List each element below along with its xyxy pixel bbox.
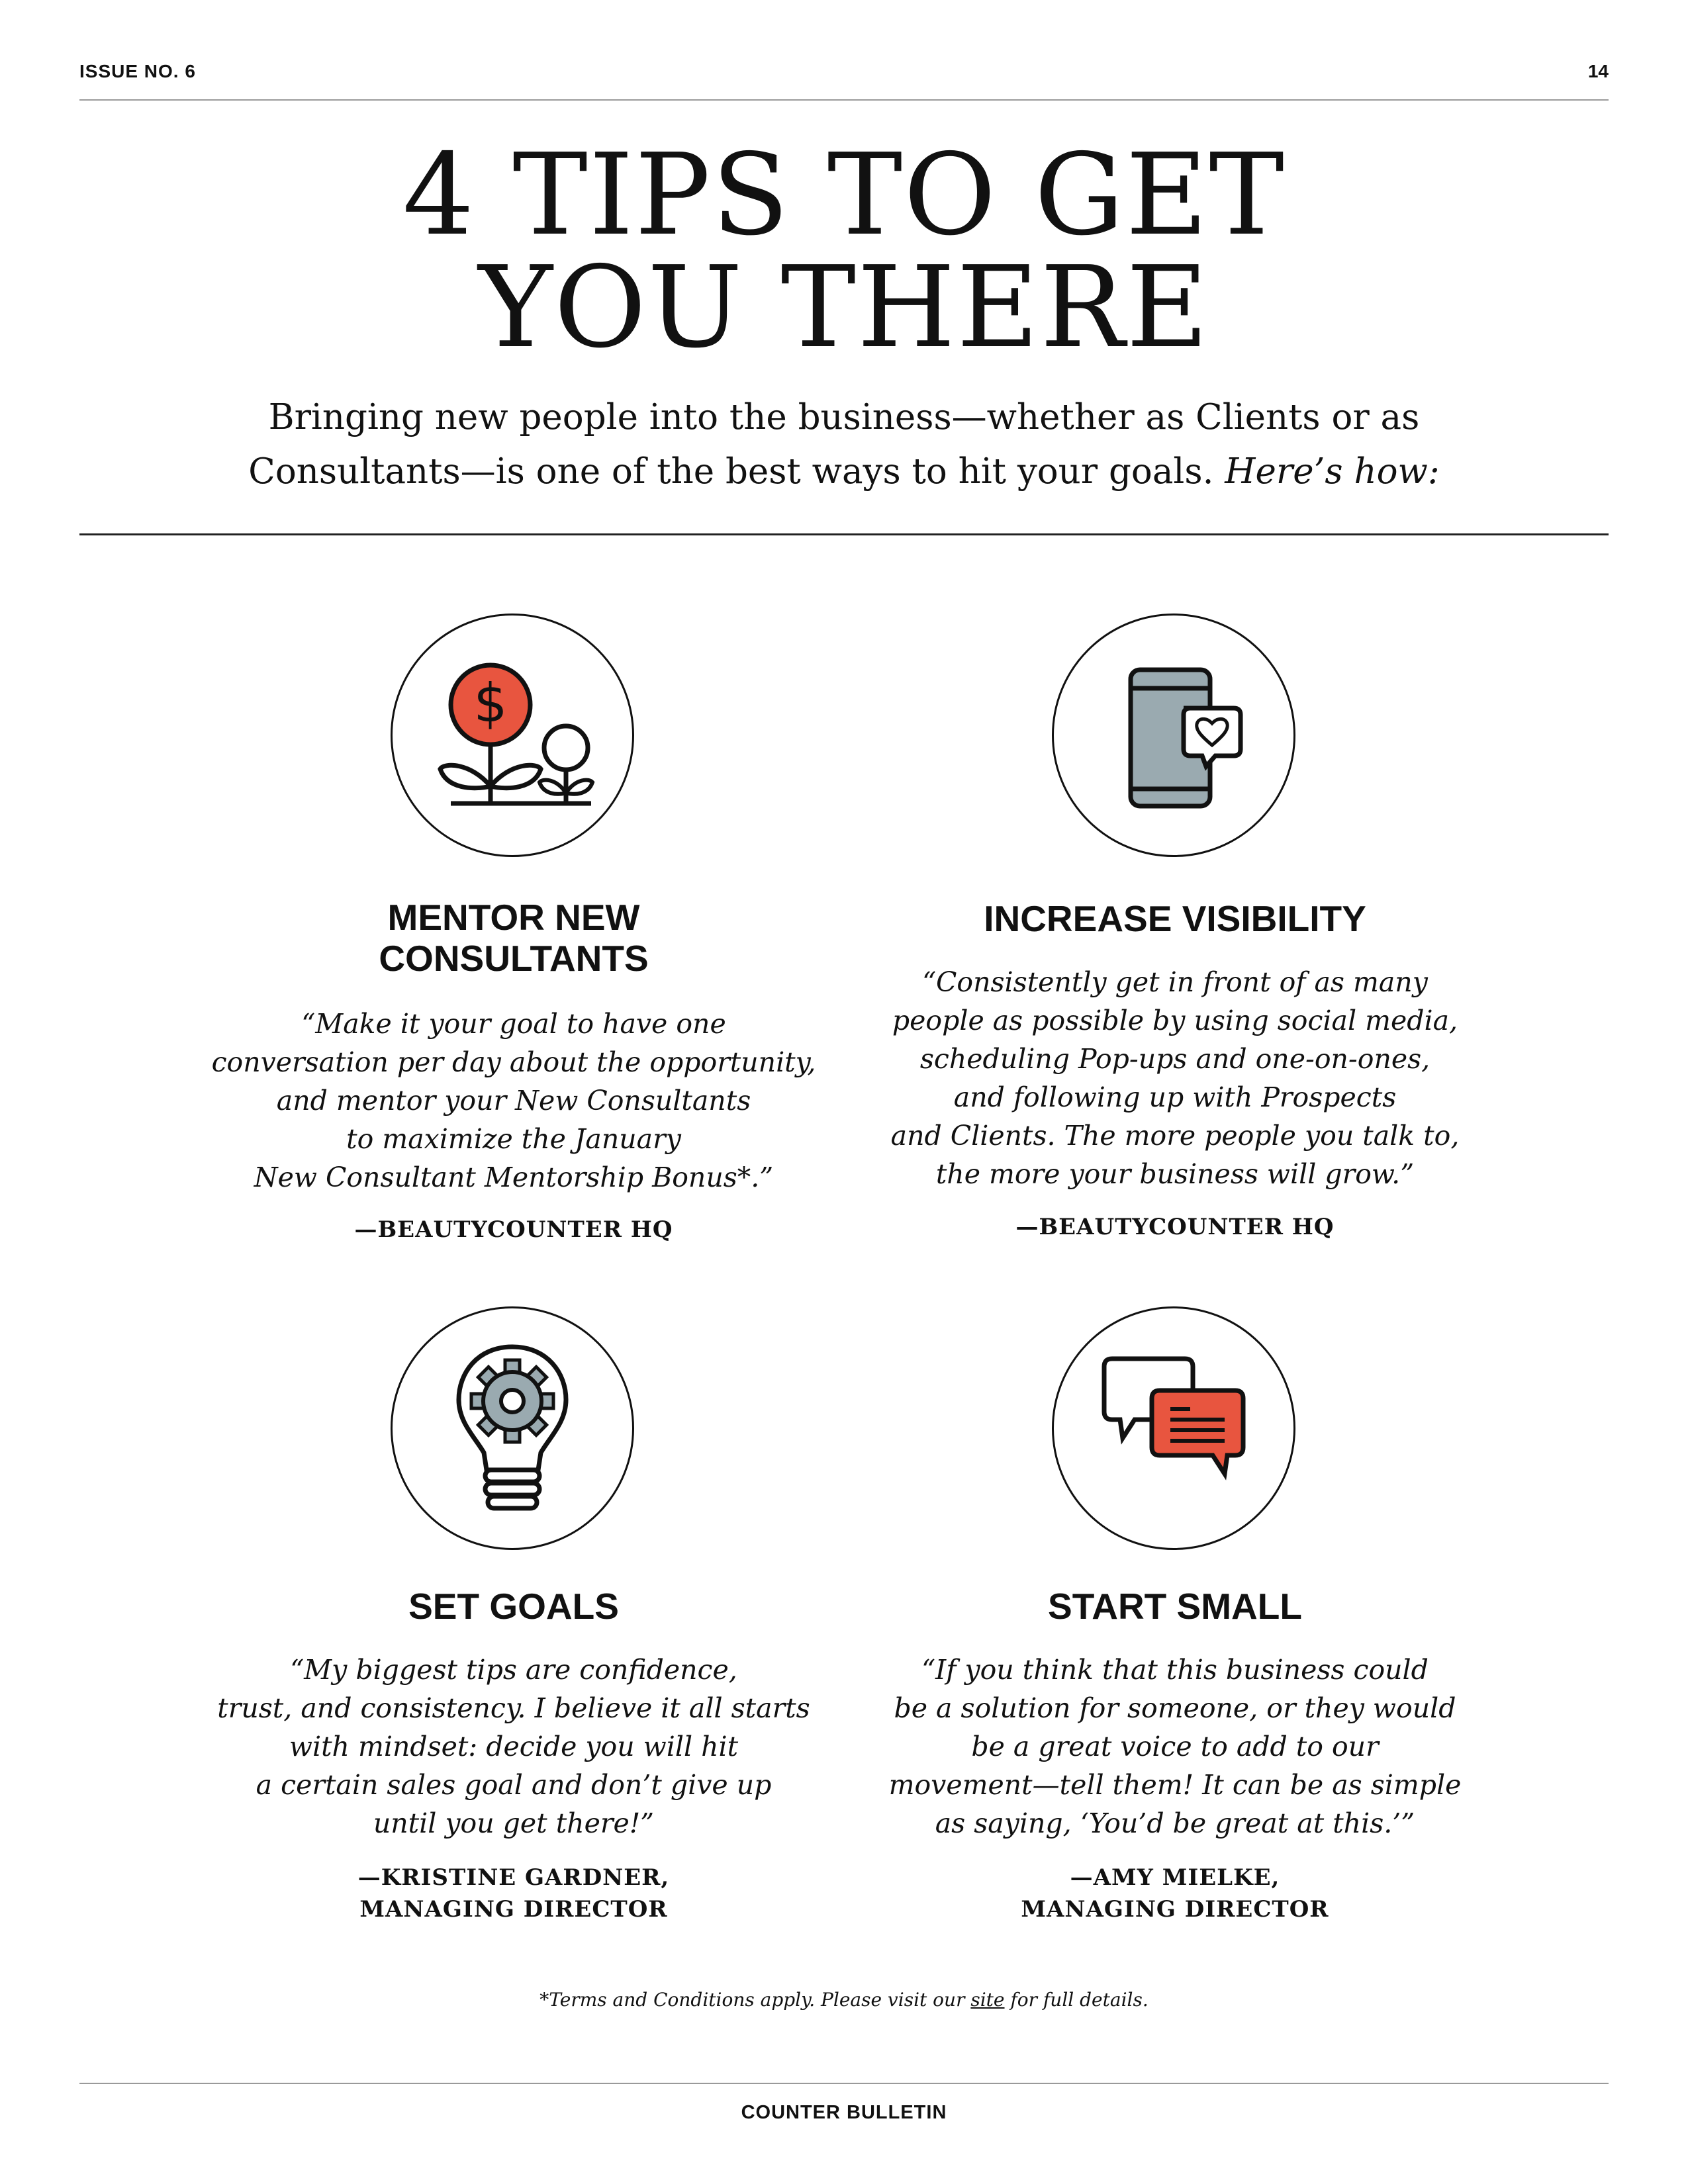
money-plant-icon <box>393 615 632 855</box>
title-line-1: 4 TIPS TO GET <box>402 130 1286 261</box>
attribution-line: MANAGING DIRECTOR <box>1021 1896 1329 1923</box>
tip-icon-circle <box>391 1306 634 1550</box>
footnote-site-link[interactable]: site <box>970 1989 1005 2011</box>
quote-line: “Consistently get in front of as many <box>922 966 1428 998</box>
intro-emphasis: Here’s how: <box>1225 451 1440 492</box>
intro-line-2: Consultants—is one of the best ways to hit your goals. <box>248 451 1214 492</box>
quote-line: and following up with Prospects <box>953 1081 1397 1113</box>
quote-line: with mindset: decide you will hit <box>289 1731 739 1762</box>
attribution-line: —KRISTINE GARDNER, <box>357 1864 670 1891</box>
tip-quote-visibility <box>844 963 1506 1193</box>
quote-line: to maximize the January <box>346 1123 681 1155</box>
quote-line: and Clients. The more people you talk to, <box>890 1120 1460 1152</box>
tip-icon-circle <box>1052 1306 1295 1550</box>
lightbulb-gear-icon <box>393 1308 632 1548</box>
quote-line: New Consultant Mentorship Bonus*.” <box>254 1161 774 1193</box>
footnote-text-end: for full details. <box>1004 1989 1149 2011</box>
svg-text:$: $ <box>473 672 508 734</box>
tip-heading-line: CONSULTANTS <box>379 938 649 979</box>
publication-name: COUNTER BULLETIN <box>741 2102 947 2123</box>
chat-bubbles-icon <box>1054 1308 1293 1548</box>
tip-attribution-mentor <box>183 1214 845 1246</box>
attribution-line: MANAGING DIRECTOR <box>359 1896 668 1923</box>
tip-attribution-visibility <box>844 1211 1506 1243</box>
page-title <box>0 130 1688 373</box>
quote-line: a certain sales goal and don’t give up <box>256 1769 772 1801</box>
quote-line: people as possible by using social media, <box>892 1005 1458 1036</box>
tip-heading-visibility <box>844 898 1506 939</box>
tip-heading-line: INCREASE VISIBILITY <box>984 898 1366 939</box>
page-number: 14 <box>1587 61 1609 81</box>
quote-line: be a solution for someone, or they would <box>894 1692 1456 1724</box>
tip-attribution-goals <box>183 1862 845 1925</box>
footnote-text: *Terms and Conditions apply. Please visit our <box>539 1989 971 2011</box>
tip-quote-small <box>844 1651 1506 1843</box>
header-divider <box>79 99 1609 101</box>
quote-line: be a great voice to add to our <box>971 1731 1379 1762</box>
tip-quote-mentor <box>183 1005 845 1197</box>
quote-line: “If you think that this business could <box>921 1654 1429 1686</box>
tip-heading-goals <box>183 1586 845 1627</box>
intro-text <box>0 390 1688 499</box>
title-line-2: YOU THERE <box>478 242 1210 373</box>
quote-line: scheduling Pop-ups and one-on-ones, <box>919 1043 1430 1075</box>
attribution-line: —BEAUTYCOUNTER HQ <box>1015 1214 1335 1240</box>
quote-line: “Make it your goal to have one <box>301 1008 726 1040</box>
attribution-line: —BEAUTYCOUNTER HQ <box>354 1216 673 1243</box>
tip-icon-circle <box>391 614 634 857</box>
section-divider <box>79 533 1609 535</box>
quote-line: the more your business will grow.” <box>935 1158 1415 1190</box>
quote-line: as saying, ‘You’d be great at this.’” <box>935 1807 1415 1839</box>
tip-heading-line: MENTOR NEW <box>387 897 640 938</box>
smartphone-heart-icon <box>1054 615 1293 855</box>
tip-heading-small <box>844 1586 1506 1627</box>
quote-line: conversation per day about the opportunity, <box>211 1046 816 1078</box>
quote-line: movement—tell them! It can be as simple <box>888 1769 1462 1801</box>
quote-line: and mentor your New Consultants <box>276 1085 751 1116</box>
tip-heading-line: SET GOALS <box>408 1586 619 1627</box>
footnote <box>0 1989 1688 2011</box>
quote-line: trust, and consistency. I believe it all starts <box>217 1692 810 1724</box>
issue-label: ISSUE NO. 6 <box>79 61 196 81</box>
footer-divider <box>79 2083 1609 2084</box>
quote-line: “My biggest tips are confidence, <box>290 1654 737 1686</box>
tip-icon-circle <box>1052 614 1295 857</box>
intro-line-1: Bringing new people into the business—whether as Clients or as <box>268 397 1420 437</box>
quote-line: until you get there!” <box>373 1807 655 1839</box>
tip-heading-line: START SMALL <box>1048 1586 1302 1627</box>
tip-attribution-small <box>844 1862 1506 1925</box>
tip-heading-mentor <box>183 897 845 979</box>
tip-quote-goals <box>183 1651 845 1843</box>
attribution-line: —AMY MIELKE, <box>1070 1864 1280 1891</box>
